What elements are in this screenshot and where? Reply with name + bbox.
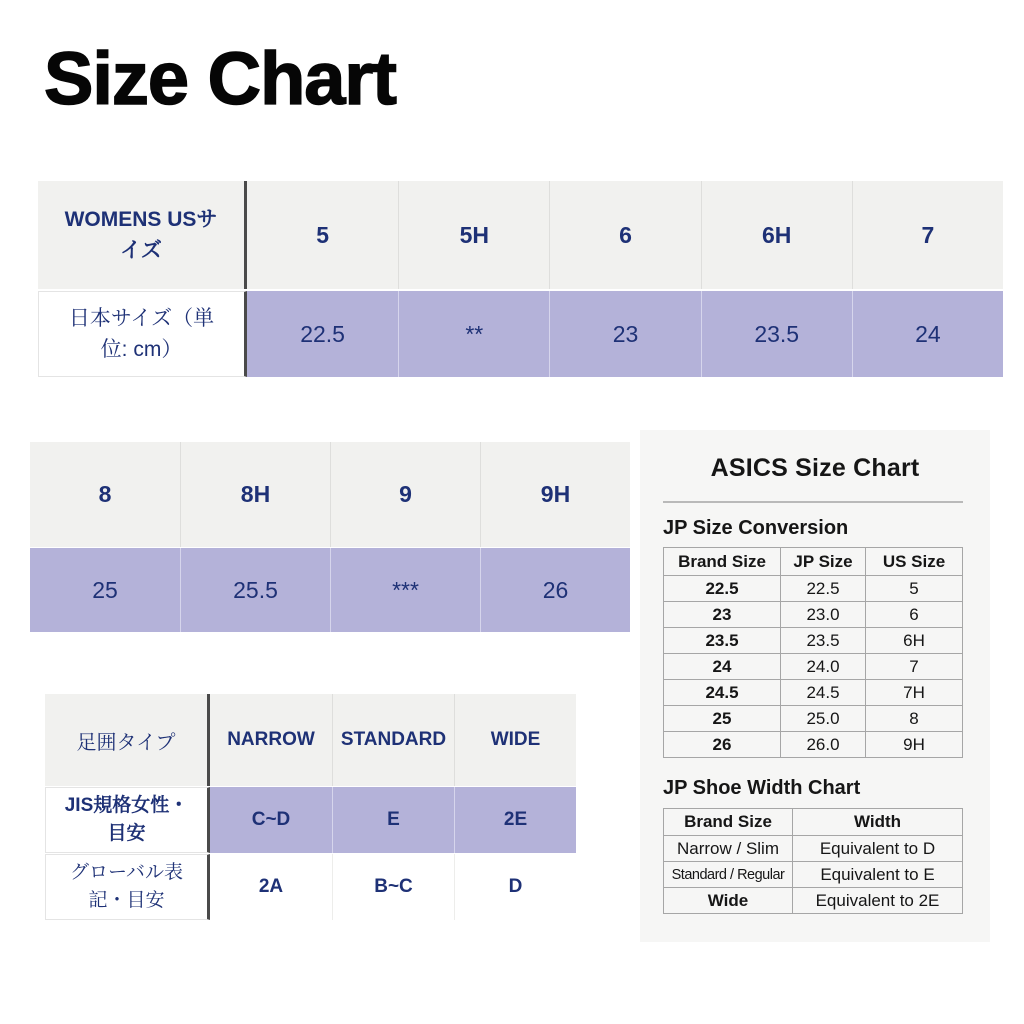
us-size-header-cell: 7 xyxy=(852,181,1003,289)
global-width-value: D xyxy=(454,854,576,920)
us-size-cell: 7H xyxy=(866,680,963,706)
jp-size-value-cell: ** xyxy=(398,291,549,377)
width-brand-size-cell: Standard / Regular xyxy=(664,862,793,888)
page-title: Size Chart xyxy=(44,37,396,120)
jp-size-value-cell: 25 xyxy=(30,548,180,632)
conversion-header-cell: Brand Size xyxy=(664,548,781,576)
us-size-cell: 8 xyxy=(866,706,963,732)
jp-size-cell: 24.0 xyxy=(781,654,866,680)
jp-size-value-cell: 25.5 xyxy=(180,548,330,632)
us-size-header-cell: 5 xyxy=(247,181,398,289)
asics-size-chart-panel xyxy=(640,430,990,942)
brand-size-cell: 25 xyxy=(664,706,781,732)
foot-width-type-table xyxy=(45,694,576,920)
jp-shoe-width-chart-heading: JP Shoe Width Chart xyxy=(663,777,861,799)
jp-size-cm-label: 日本サイズ（単位: cm） xyxy=(38,291,247,377)
conversion-row xyxy=(664,576,963,602)
us-size-cell: 9H xyxy=(866,732,963,758)
conversion-header-row xyxy=(664,548,963,576)
global-width-value: 2A xyxy=(210,854,332,920)
jp-size-conversion-table xyxy=(663,547,963,758)
foot-width-type-label: 足囲タイプ xyxy=(45,694,210,786)
global-notation-label: グローバル表記・目安 xyxy=(45,854,210,920)
width-equivalent-cell: Equivalent to E xyxy=(793,862,963,888)
us-size-cell: 7 xyxy=(866,654,963,680)
brand-size-cell: 24 xyxy=(664,654,781,680)
jp-size-cell: 24.5 xyxy=(781,680,866,706)
asics-panel-title: ASICS Size Chart xyxy=(710,454,920,482)
jp-shoe-width-table xyxy=(663,808,963,914)
jp-size-value-cell: *** xyxy=(330,548,480,632)
brand-size-cell: 23.5 xyxy=(664,628,781,654)
jp-size-cell: 23.0 xyxy=(781,602,866,628)
jis-width-value: 2E xyxy=(454,787,576,853)
conversion-row xyxy=(664,628,963,654)
us-size-header-cell: 6 xyxy=(549,181,700,289)
width-chart-body xyxy=(664,836,963,914)
brand-size-cell: 26 xyxy=(664,732,781,758)
us-size-cell: 5 xyxy=(866,576,963,602)
us-size-cell: 6 xyxy=(866,602,963,628)
brand-size-cell: 24.5 xyxy=(664,680,781,706)
jp-size-cell: 22.5 xyxy=(781,576,866,602)
conversion-row xyxy=(664,654,963,680)
brand-size-cell: 22.5 xyxy=(664,576,781,602)
width-chart-header-row xyxy=(664,809,963,836)
conversion-row xyxy=(664,602,963,628)
width-column-header: STANDARD xyxy=(332,694,454,786)
conversion-header-cell: US Size xyxy=(866,548,963,576)
width-chart-row xyxy=(664,836,963,862)
us-size-header-cell: 8H xyxy=(180,442,330,547)
width-chart-header-cell: Width xyxy=(793,809,963,836)
us-size-header-cell: 8 xyxy=(30,442,180,547)
womens-us-size-label: WOMENS USサイズ xyxy=(38,181,247,289)
jp-size-value-cell: 23.5 xyxy=(701,291,852,377)
width-column-header: NARROW xyxy=(210,694,332,786)
width-chart-row xyxy=(664,888,963,914)
jp-size-value-cell: 22.5 xyxy=(247,291,398,377)
brand-size-cell: 23 xyxy=(664,602,781,628)
us-size-header-cell: 9H xyxy=(480,442,630,547)
conversion-body xyxy=(664,576,963,758)
us-size-header-cell: 5H xyxy=(398,181,549,289)
width-equivalent-cell: Equivalent to D xyxy=(793,836,963,862)
width-chart-header-cell: Brand Size xyxy=(664,809,793,836)
divider-line xyxy=(663,501,963,503)
width-brand-size-cell: Narrow / Slim xyxy=(664,836,793,862)
width-brand-size-cell: Wide xyxy=(664,888,793,914)
womens-us-size-table-continued xyxy=(30,442,630,632)
width-column-header: WIDE xyxy=(454,694,576,786)
jis-width-value: E xyxy=(332,787,454,853)
jp-size-value-cell: 26 xyxy=(480,548,630,632)
jp-size-cell: 25.0 xyxy=(781,706,866,732)
width-equivalent-cell: Equivalent to 2E xyxy=(793,888,963,914)
conversion-row xyxy=(664,732,963,758)
jp-size-cell: 23.5 xyxy=(781,628,866,654)
conversion-row xyxy=(664,680,963,706)
us-size-header-cell: 6H xyxy=(701,181,852,289)
width-chart-row xyxy=(664,862,963,888)
jis-standard-women-label: JIS規格女性・目安 xyxy=(45,787,210,853)
us-size-header-cell: 9 xyxy=(330,442,480,547)
conversion-header-cell: JP Size xyxy=(781,548,866,576)
global-width-value: B~C xyxy=(332,854,454,920)
jp-size-cell: 26.0 xyxy=(781,732,866,758)
womens-us-size-table xyxy=(38,181,1003,377)
jp-size-value-cell: 24 xyxy=(852,291,1003,377)
us-size-cell: 6H xyxy=(866,628,963,654)
jis-width-value: C~D xyxy=(210,787,332,853)
jp-size-value-cell: 23 xyxy=(549,291,700,377)
conversion-row xyxy=(664,706,963,732)
jp-size-conversion-heading: JP Size Conversion xyxy=(663,517,849,539)
